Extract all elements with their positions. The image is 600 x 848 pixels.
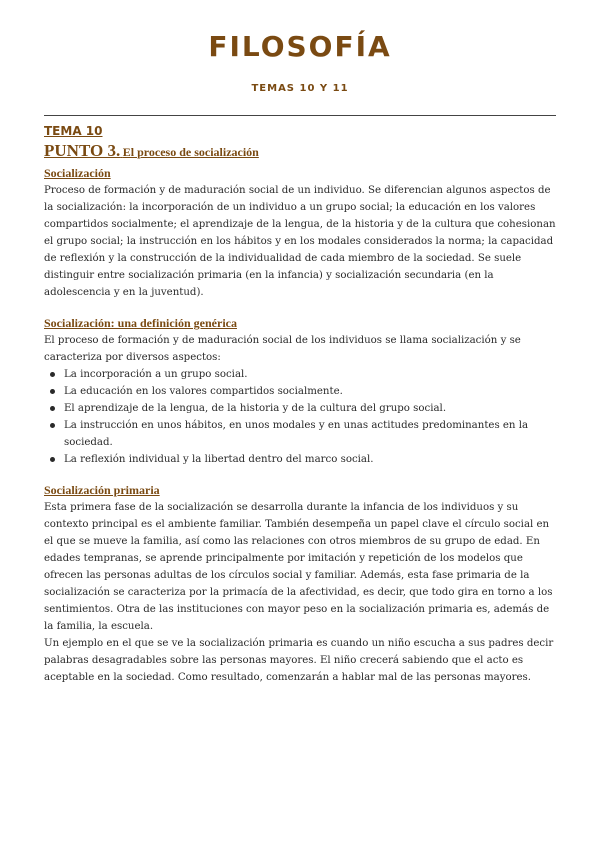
list-item: La educación en los valores compartidos socialmente.	[64, 383, 559, 400]
section-intro-definicion: El proceso de formación y de maduración social de los individuos se llama socialización y se caracteriza por diversos aspectos:	[44, 335, 521, 363]
document-subtitle: TEMAS 10 Y 11	[251, 83, 349, 94]
section-text-socializacion: Proceso de formación y de maduración social de un individuo. Se diferencian algunos aspectos de la socialización: la incorporación de un individuo a un grupo social; la educación en los valores compartidos socialmente; el aprendizaje de la lengua, de la historia y de la cultura que cohesionan el grupo social; la instrucción en los hábitos y en los modales considerados la norma; la capacidad de reflexión y la construcción de la individualidad de cada miembro de la sociedad. Se suele distinguir entre socialización primaria (en la infancia) y socialización secundaria (en la adolescencia y en la juventud).	[44, 185, 556, 298]
section-heading-definicion: Socialización: una definición genérica	[44, 316, 237, 330]
definicion-list	[44, 366, 559, 468]
punto-title: El proceso de socialización	[122, 145, 259, 159]
title-divider	[44, 115, 556, 116]
section-heading-primaria: Socialización primaria	[44, 483, 160, 497]
list-item: La instrucción en unos hábitos, en unos modales y en unas actitudes predominantes en la sociedad.	[64, 417, 559, 451]
punto-number: PUNTO 3.	[44, 141, 121, 160]
list-item: La reflexión individual y la libertad dentro del marco social.	[64, 451, 559, 468]
list-item: La incorporación a un grupo social.	[64, 366, 559, 383]
tema-heading: TEMA 10	[44, 124, 103, 138]
punto-heading	[44, 140, 559, 165]
list-item: El aprendizaje de la lengua, de la historia y de la cultura del grupo social.	[64, 400, 559, 417]
section-text-primaria-2: Un ejemplo en el que se ve la socialización primaria es cuando un niño escucha a sus padres decir palabras desagradables sobre las personas mayores. El niño crecerá sabiendo que el acto es aceptable en la sociedad. Como resultado, comenzarán a hablar mal de las personas mayores.	[44, 638, 554, 683]
section-text-primaria-1: Esta primera fase de la socialización se desarrolla durante la infancia de los individuos y su contexto principal es el ambiente familiar. También desempeña un papel clave el círculo social en el que se mueve la familia, así como las relaciones con otros miembros de su grupo de edad. En edades tempranas, se aprende principalmente por imitación y repetición de los modelos que ofrecen las personas adultas de los círculos social y familiar. Además, esta fase primaria de la socialización se caracteriza por la primacía de la afectividad, es decir, que todo gira en torno a los sentimientos. Otra de las instituciones con mayor peso en la socialización primaria es, además de la familia, la escuela.	[44, 502, 553, 632]
document-title: FILOSOFÍA	[208, 30, 392, 63]
section-heading-socializacion: Socialización	[44, 166, 111, 180]
document-body	[44, 120, 559, 686]
